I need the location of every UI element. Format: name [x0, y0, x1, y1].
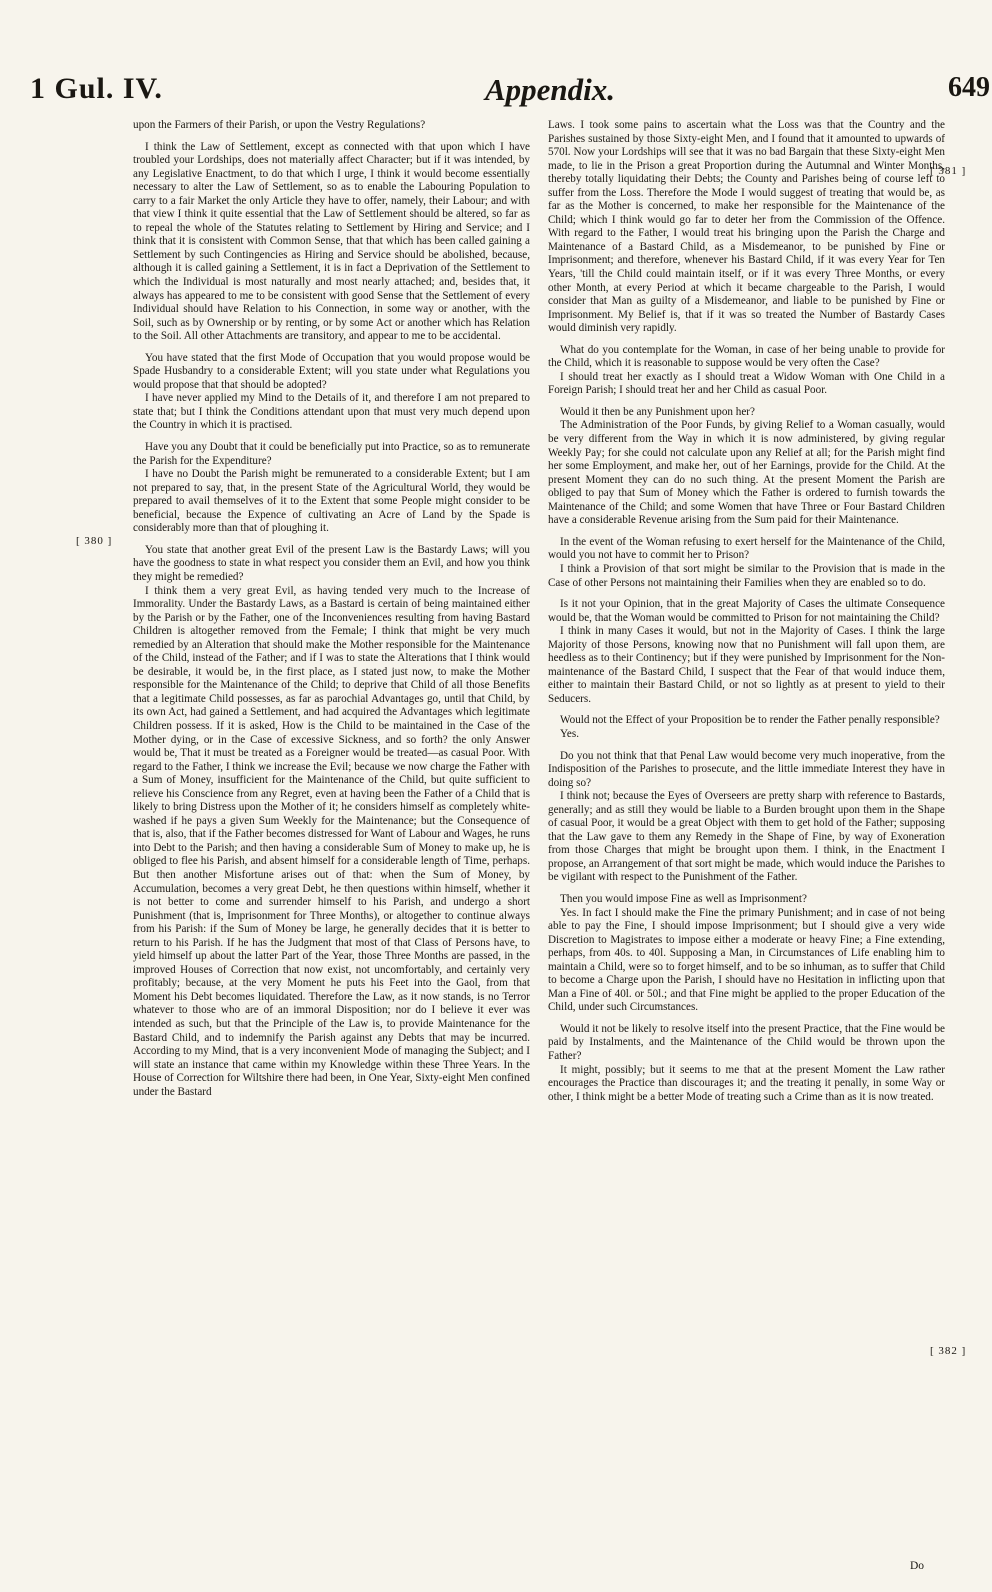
answer-paragraph: It might, possibly; but it seems to me that at the present Moment the Law rather encourages the Practice than discourages it; and the treating it penally, in some Way or other, I think might be a better Mode of treating such a Crime than as it is now treated.: [548, 1063, 945, 1103]
question-paragraph: Would it then be any Punishment upon her?: [560, 405, 755, 418]
continued-paragraph: Laws. I took some pains to ascertain what the Loss was that the Country and the Parishes sustained by those Sixty-eight Men, and I found that it amounted to upwards of 570l. Now your Lordships will see that it was no bad Bargain that these Sixty-eight Men made, to lie in the Prison a great Proportion during the Autumnal and Winter Months, thereby totally liquidating their Debts; the County and Parishes being of course left to suffer from the Loss. Therefore the Mode I would suggest of treating that would be, as far as the Mother is concerned, to make her responsible for the Maintenance of the Child; which I think would go far to deter her from the Commission of the Offence. With regard to the Father, I would treat his bringing upon the Parish the Charge and Maintenance of a Bastard Child, as a Misdemeanor, to be punished by Fine or Imprisonment; and therefore, whenever his Bastard Child, if it was every Year for Ten Years, 'till the Child could maintain itself, or if it was every Three Months, or every other Month, at every Period at which it became chargeable to the Parish, I would consider that Man as guilty of a Misdemeanor, and liable to be punished by Fine or Imprisonment. My Belief is, that if it was so treated the Number of Bastardy Cases would diminish very rapidly.: [548, 119, 945, 335]
question-paragraph: Do you not think that that Penal Law would become very much inoperative, from the Indisposition of the Parishes to prosecute, and the little immediate Interest they have in doing so?: [548, 749, 945, 789]
catchword: Do: [910, 1560, 925, 1572]
answer-paragraph: I think a Provision of that sort might be similar to the Provision that is made in the Case of other Persons not maintaining their Families when they are enabled so to do.: [548, 562, 945, 589]
answer-paragraph: I should treat her exactly as I should treat a Widow Woman with One Child in a Foreign Parish; I should treat her and her Child as casual Poor.: [548, 370, 945, 397]
margin-note-right-bottom: [ 382 ]: [930, 1345, 967, 1357]
question-paragraph: Then you would impose Fine as well as Imprisonment?: [560, 892, 807, 905]
answer-paragraph: I think the Law of Settlement, except as connected with that upon which I have troubled your Lordships, does not materially affect Character; but if it was intended, by any Legislative Enactment, to do that which I urge, I think it would become essentially necessary to alter the Law of Settlement, so as to enable the Labouring Population to carry to a fair Market the only Article they have to offer, namely, their Labour; and with that view I think it quite essential that the Law of Settlement should be altered, so far as to repeal the whole of the Statutes relating to Settlement by Hiring and Service; and I think that it is consistent with Common Sense, that that which has been called gaining a Settlement by such Contingencies as Hiring and Service should be abolished, because, although it is called gaining a Settlement, it is in fact a Deprivation of the Settlement to which the Individual is most naturally and most nearly attached; and, besides that, it always has appeared to me to be consistent with good Sense that the Settlement of every Individual should have Relation to his Connection, in some way or another, with the Soil, such as by Ownership or by renting, or by some Act or another which has Relation to the Soil. All other Attachments are transitory, and appear to me to be accidental.: [133, 140, 530, 343]
answer-paragraph: Yes.: [560, 727, 579, 740]
section-title: Appendix.: [485, 72, 616, 107]
question-paragraph: Is it not your Opinion, that in the great Majority of Cases the ultimate Consequence would be, that the Woman would be committed to Prison for not maintaining the Child?: [548, 598, 945, 624]
answer-paragraph: The Administration of the Poor Funds, by giving Relief to a Woman casually, would be very different from the Way in which it is now administered, by giving regular Weekly Pay; for she could not calculate upon any Relief at all; for the Parish might find her some Employment, and make her, out of her Earnings, provide for the Child. At the present Moment they can do no such thing. At the present Moment the Parish are obliged to pay that Sum of Money which the Father is ordered to furnish towards the Maintenance of the Child; and some Women that have Three or Four Bastard Children have a considerable Revenue arising from the Sum paid for their Maintenance.: [548, 419, 945, 527]
regnal-year: 1 Gul. IV.: [30, 72, 163, 105]
left-column: [133, 119, 530, 1107]
right-column: [548, 119, 945, 1112]
answer-paragraph: I think not; because the Eyes of Overseers are pretty sharp with reference to Bastards, generally; and as still they would be liable to a Burden brought upon them in the Shape of casual Poor, it would be a great Object with them to get hold of the Father; supposing that the Law gave to them any Remedy in the Shape of Fine, by way of Exoneration from those Charges that might be brought upon them. I think, in the Enactment I propose, an Arrangement of that sort might be made, which would induce the Parishes to be vigilant with respect to the Punishment of the Father.: [548, 790, 945, 884]
page-number: 649: [948, 72, 990, 103]
margin-note-left: [ 380 ]: [76, 535, 113, 547]
question-paragraph: You state that another great Evil of the present Law is the Bastardy Laws; will you have the goodness to state in what respect you consider them an Evil, and how you think they might be remedied?: [133, 543, 530, 583]
question-paragraph: Would it not be likely to resolve itself into the present Practice, that the Fine would be paid by Instalments, and the Maintenance of the Child would be thrown upon the Father?: [548, 1022, 945, 1062]
question-paragraph: In the event of the Woman refusing to exert herself for the Maintenance of the Child, would you not have to commit her to Prison?: [548, 535, 945, 562]
page-header: [30, 72, 990, 112]
question-paragraph: Would not the Effect of your Proposition be to render the Father penally responsible?: [560, 714, 940, 727]
question-paragraph: Have you any Doubt that it could be beneficially put into Practice, so as to remunerate the Parish for the Expenditure?: [133, 441, 530, 467]
answer-paragraph: Yes. In fact I should make the Fine the primary Punishment; and in case of not being able to pay the Fine, I should impose Imprisonment; but I should give a very wide Discretion to Magistrates to impose either a moderate or heavy Fine; a Fine extending, perhaps, from 40s. to 40l. Supposing a Man, in Circumstances of Life enabling him to maintain a Child, were so to forget himself, and to be so inhuman, as to suffer that Child to become a Charge upon the Parish, I should have no Hesitation in inflicting upon that Man a Fine of 40l. or 50l.; and that Fine might be applied to the proper Education of the Child, under such Circumstances.: [548, 906, 945, 1014]
question-paragraph: What do you contemplate for the Woman, in case of her being unable to provide for the Child, which it is reasonable to suppose would be very often the Case?: [548, 343, 945, 370]
answer-paragraph: I have no Doubt the Parish might be remunerated to a considerable Extent; but I am not prepared to say, that, in the present State of the Agricultural World, they would be prepared to avail themselves of it to the Extent that some People might consider to be beneficial, because the Expence of cultivating an Acre of Land by the Spade is considerably more than that of ploughing it.: [133, 468, 530, 535]
continued-paragraph: upon the Farmers of their Parish, or upon the Vestry Regulations?: [133, 119, 426, 131]
question-paragraph: You have stated that the first Mode of Occupation that you would propose would be Spade Husbandry to a considerable Extent; will you state under what Regulations you would propose that that should be adopted?: [133, 351, 530, 391]
margin-note-right-top: [ 381 ]: [930, 165, 967, 177]
answer-paragraph: I think them a very great Evil, as having tended very much to the Increase of Immorality. Under the Bastardy Laws, as a Bastard is certain of being maintained either by the Parish or by the Father, one of the Inconveniences resulting from having Bastard Children is altogether removed from the Female; I think that might be very much remedied by an Alteration that should make the Mother responsible for the Maintenance of the Child, instead of the Father; and if I was to state the Alterations that I think would be desirable, it would be, in the first place, as I stated just now, to make the Mother responsible for the Maintenance of the Child; to deprive that Child of all those Benefits that a legitimate Child possesses, as far as parochial Advantages go, until that Child, by its own Act, had gained a Settlement, and had acquired the Advantages which legitimate Children possess. If it is asked, How is the Child to be maintained in the Case of the Mother dying, or in the Case of excessive Sickness, and so forth? the only Answer would be, That it must be treated as a Foreigner would be treated—as casual Poor. With regard to the Father, I think we increase the Evil; because we now charge the Father with a Sum of Money, insufficient for the Maintenance of the Child, but quite sufficient to relieve his Conscience from any Regret, even at having been the Father of a Child that is likely to bring Distress upon the Mother of it; he considers himself as completely white-washed if he pays a given Sum Weekly for the Maintenance; but the Consequence of that is, also, that if the Father becomes distressed for Want of Labour and Wages, he runs into Debt to the Parish; and then having a considerable Sum of Money to make up, he is obliged to flee his Parish, and absent himself for a considerable length of Time, perhaps. But then another Misfortune arises out of that: when the Sum of Money, by Accumulation, becomes a very great Debt, he then questions within himself, whether it is not better to come and surrender himself to his Parish, and undergo a short Punishment (that is, Imprisonment for Three Months), or altogether to continue always from his Parish: if the Sum of Money be large, he generally decides that it is better to return to his Parish. If he has the Judgment that most of that Class of Persons have, to yield himself up about the latter Part of the Year, those Three Months are passed, in the improved Houses of Correction that now exist, not uncomfortably, and certainly very profitably; because, at the very Moment he puts his Feet into the Gaol, from that Moment his Debt becomes liquidated. Therefore the Law, as it now stands, is no Terror whatever to those who are of an immoral Disposition; nor do I believe it ever was intended as such, but that the Principle of the Law is, to provide Maintenance for the Bastard Child, and to indemnify the Parish against any Debts that may be incurred. According to my Mind, that is a very inconvenient Mode of managing the Subject; and I will state an instance that came within my Knowledge within these Three Years. In the House of Correction for Wiltshire there had been, in One Year, Sixty-eight Men confined under the Bastard: [133, 584, 530, 1098]
answer-paragraph: I think in many Cases it would, but not in the Majority of Cases. I think the large Majority of those Persons, knowing now that no Punishment will fall upon them, are heedless as to their Continency; but if they were punished by Imprisonment for the Non-maintenance of the Bastard Child, I suspect that the Fear of that would induce them, either to maintain their Bastard Child, or not so lightly as at present to yield to their Seducers.: [548, 625, 945, 705]
answer-paragraph: I have never applied my Mind to the Details of it, and therefore I am not prepared to state that; but I think the Conditions attendant upon that must very much depend upon the Country in which it is practised.: [133, 392, 530, 432]
